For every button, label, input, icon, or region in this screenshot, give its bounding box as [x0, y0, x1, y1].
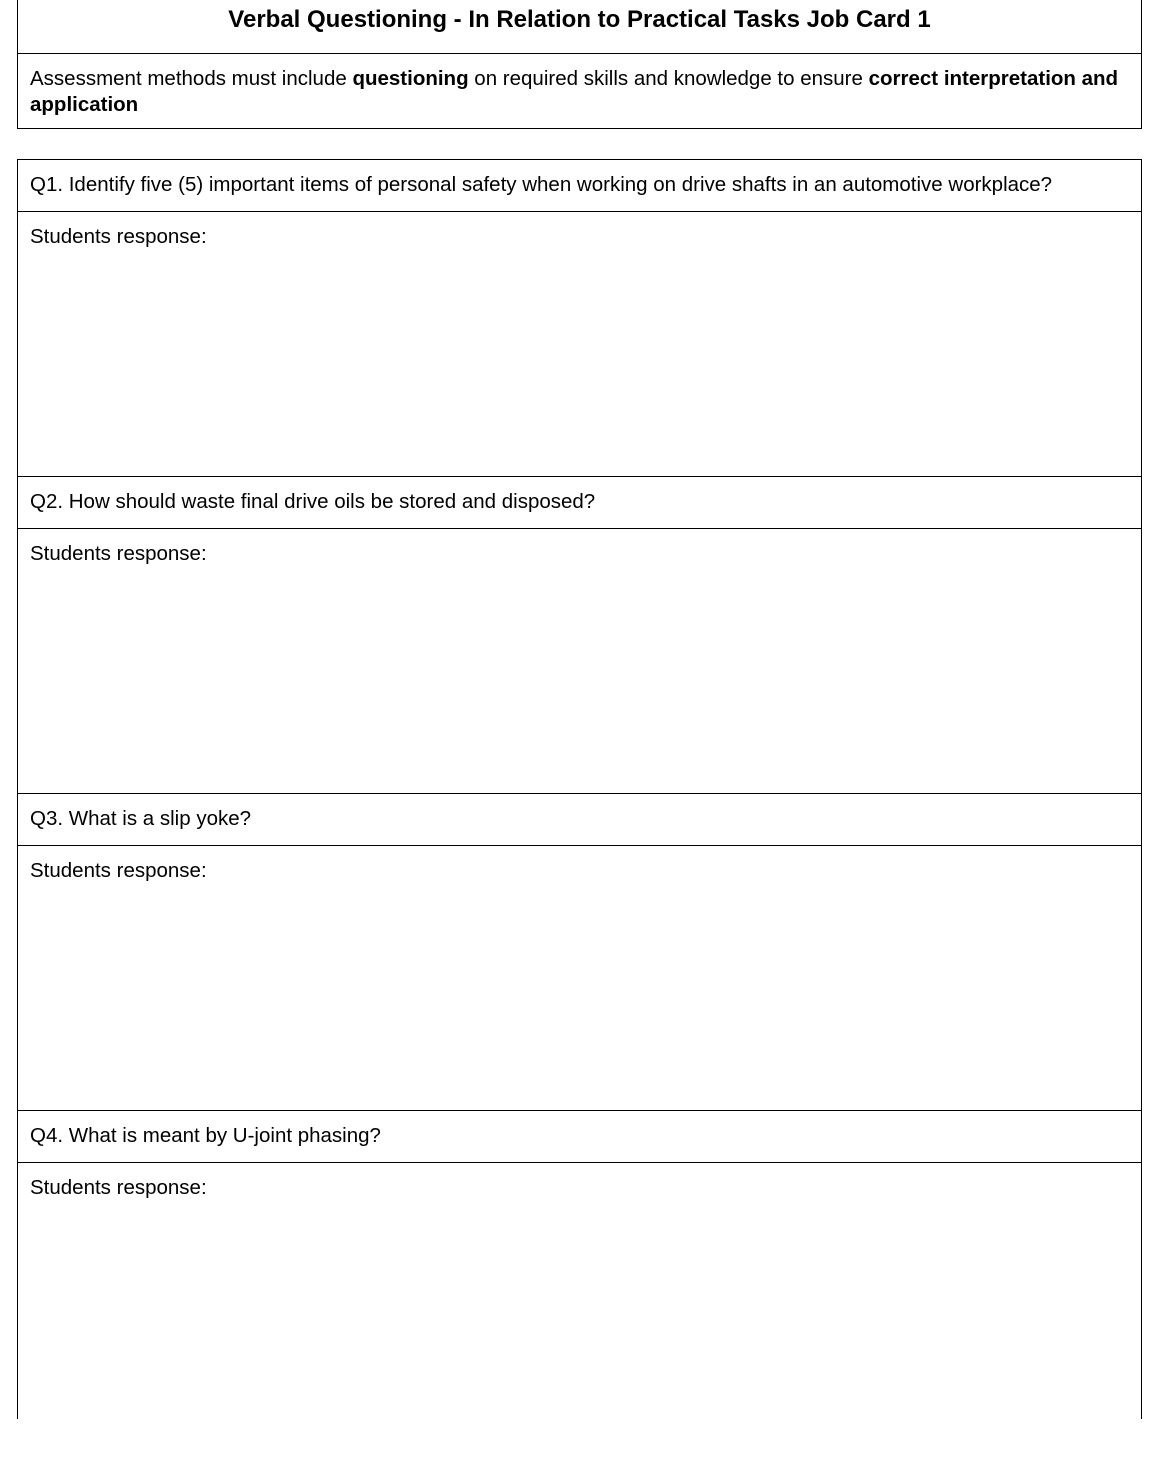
response-label-1: Students response: [30, 225, 207, 248]
question-3: Q3. What is a slip yoke? [18, 794, 1141, 846]
response-area-1[interactable] [18, 212, 1141, 477]
instruction-part-1: Assessment methods must include [30, 67, 353, 90]
response-label-2: Students response: [30, 542, 207, 565]
instruction-part-2: on required skills and knowledge to ensure [468, 67, 869, 90]
question-1: Q1. Identify five (5) important items of personal safety when working on drive shafts in an automotive workplace? [18, 160, 1141, 212]
response-area-2[interactable] [18, 529, 1141, 794]
page-title: Verbal Questioning - In Relation to Practical Tasks Job Card 1 [18, 0, 1141, 54]
instruction-text [18, 54, 1141, 118]
instruction-bold-1: questioning [352, 67, 469, 90]
question-4: Q4. What is meant by U-joint phasing? [18, 1111, 1141, 1163]
response-label-3: Students response: [30, 859, 207, 882]
response-area-3[interactable] [18, 846, 1141, 1111]
header-table [17, 0, 1142, 129]
instruction-bold-2: correct interpretation and application [30, 67, 1119, 116]
response-area-4[interactable] [18, 1163, 1141, 1463]
questions-table [17, 159, 1142, 1419]
question-2: Q2. How should waste final drive oils be stored and disposed? [18, 477, 1141, 529]
response-label-4: Students response: [30, 1176, 207, 1199]
